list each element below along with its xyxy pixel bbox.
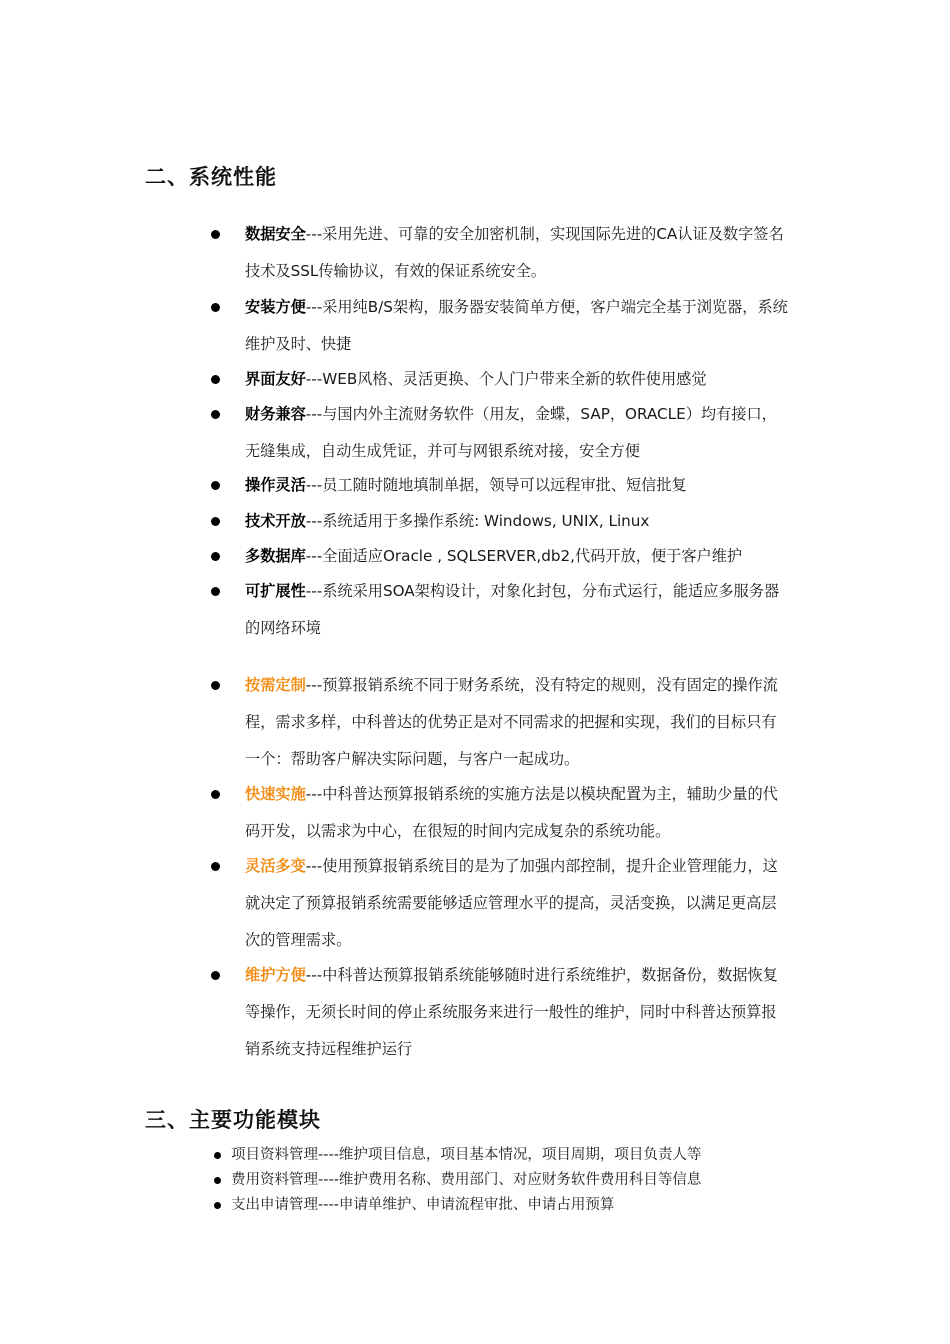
bullet-dot-icon bbox=[211, 375, 220, 384]
item-separator: --- bbox=[305, 857, 323, 875]
item-text: 采用纯B/S架构，服务器安装简单方便，客户端完全基于浏览器，系统维护及时、快捷 bbox=[245, 298, 788, 353]
bullet-dot-icon bbox=[211, 862, 220, 871]
list-item bbox=[211, 573, 791, 647]
bullet-dot-icon bbox=[214, 1177, 221, 1184]
item-label-highlight: 快速实施 bbox=[245, 785, 306, 803]
item-label: 技术开放 bbox=[245, 512, 306, 530]
item-label: 界面友好 bbox=[245, 370, 306, 388]
list-item bbox=[211, 289, 791, 363]
item-text: 与国内外主流财务软件（用友，金蝶，SAP，ORACLE）均有接口，无缝集成，自动生成凭证，并可与网银系统对接，安全方便 bbox=[245, 405, 777, 460]
item-label: 多数据库 bbox=[245, 547, 306, 565]
section-heading-system-performance: 二、系统性能 bbox=[145, 165, 277, 189]
item-label: 财务兼容 bbox=[245, 405, 306, 423]
bullet-dot-icon bbox=[211, 481, 220, 490]
item-text: 员工随时随地填制单据，领导可以远程审批、短信批复 bbox=[322, 476, 687, 494]
section-heading-main-modules: 三、主要功能模块 bbox=[145, 1108, 321, 1132]
bullet-dot-icon bbox=[211, 681, 220, 690]
item-separator: --- bbox=[305, 512, 323, 530]
bullet-dot-icon bbox=[214, 1152, 221, 1159]
item-label-highlight: 维护方便 bbox=[245, 966, 306, 984]
item-separator: --- bbox=[305, 225, 323, 243]
list-item bbox=[211, 467, 791, 504]
list-item bbox=[211, 503, 791, 540]
item-separator: --- bbox=[305, 785, 323, 803]
bullet-dot-icon bbox=[211, 230, 220, 239]
item-text: 全面适应Oracle , SQLSERVER,db2,代码开放，便于客户维护 bbox=[322, 547, 743, 565]
list-item bbox=[211, 776, 791, 850]
item-label-highlight: 按需定制 bbox=[245, 676, 306, 694]
item-separator: --- bbox=[305, 370, 323, 388]
item-text: 费用资料管理----维护费用名称、费用部门、对应财务软件费用科目等信息 bbox=[231, 1172, 702, 1188]
item-label-highlight: 灵活多变 bbox=[245, 857, 306, 875]
item-label: 可扩展性 bbox=[245, 582, 306, 600]
list-item bbox=[211, 667, 791, 778]
item-text: WEB风格、灵活更换、个人门户带来全新的软件使用感觉 bbox=[322, 370, 707, 388]
item-separator: --- bbox=[305, 582, 323, 600]
item-text: 系统适用于多操作系统: Windows, UNIX, Linux bbox=[322, 512, 650, 530]
bullet-dot-icon bbox=[211, 790, 220, 799]
item-text: 系统采用SOA架构设计，对象化封包，分布式运行，能适应多服务器的网络环境 bbox=[245, 582, 780, 637]
item-label: 数据安全 bbox=[245, 225, 306, 243]
bullet-dot-icon bbox=[211, 517, 220, 526]
item-text: 采用先进、可靠的安全加密机制，实现国际先进的CA认证及数字签名技术及SSL传输协议，有效的保证系统安全。 bbox=[245, 225, 784, 280]
list-item bbox=[214, 1168, 814, 1193]
item-text: 支出申请管理----申请单维护、申请流程审批、申请占用预算 bbox=[231, 1197, 615, 1213]
list-item bbox=[211, 538, 791, 575]
item-text: 预算报销系统不同于财务系统，没有特定的规则，没有固定的操作流程，需求多样，中科普达的优势正是对不同需求的把握和实现，我们的目标只有一个：帮助客户解决实际问题，与客户一起成功。 bbox=[245, 676, 778, 768]
bullet-dot-icon bbox=[211, 552, 220, 561]
list-item bbox=[211, 396, 791, 470]
item-label: 安装方便 bbox=[245, 298, 306, 316]
bullet-dot-icon bbox=[211, 971, 220, 980]
item-separator: --- bbox=[305, 476, 323, 494]
item-text: 项目资料管理----维护项目信息，项目基本情况，项目周期，项目负责人等 bbox=[231, 1147, 702, 1163]
item-separator: --- bbox=[305, 966, 323, 984]
item-label: 操作灵活 bbox=[245, 476, 306, 494]
list-item bbox=[211, 361, 791, 398]
list-item bbox=[211, 848, 791, 959]
list-item bbox=[211, 957, 791, 1068]
item-text: 中科普达预算报销系统能够随时进行系统维护，数据备份，数据恢复等操作，无须长时间的停止系统服务来进行一般性的维护，同时中科普达预算报销系统支持远程维护运行 bbox=[245, 966, 778, 1058]
bullet-dot-icon bbox=[211, 303, 220, 312]
item-separator: --- bbox=[305, 676, 323, 694]
item-text: 中科普达预算报销系统的实施方法是以模块配置为主，辅助少量的代码开发，以需求为中心，在很短的时间内完成复杂的系统功能。 bbox=[245, 785, 778, 840]
bullet-dot-icon bbox=[211, 587, 220, 596]
list-item bbox=[214, 1143, 814, 1168]
item-separator: --- bbox=[305, 405, 323, 423]
bullet-dot-icon bbox=[214, 1202, 221, 1209]
item-text: 使用预算报销系统目的是为了加强内部控制，提升企业管理能力，这就决定了预算报销系统需要能够适应管理水平的提高，灵活变换，以满足更高层次的管理需求。 bbox=[245, 857, 778, 949]
bullet-dot-icon bbox=[211, 410, 220, 419]
list-item bbox=[211, 216, 791, 290]
item-separator: --- bbox=[305, 547, 323, 565]
item-separator: --- bbox=[305, 298, 323, 316]
list-item bbox=[214, 1193, 814, 1218]
